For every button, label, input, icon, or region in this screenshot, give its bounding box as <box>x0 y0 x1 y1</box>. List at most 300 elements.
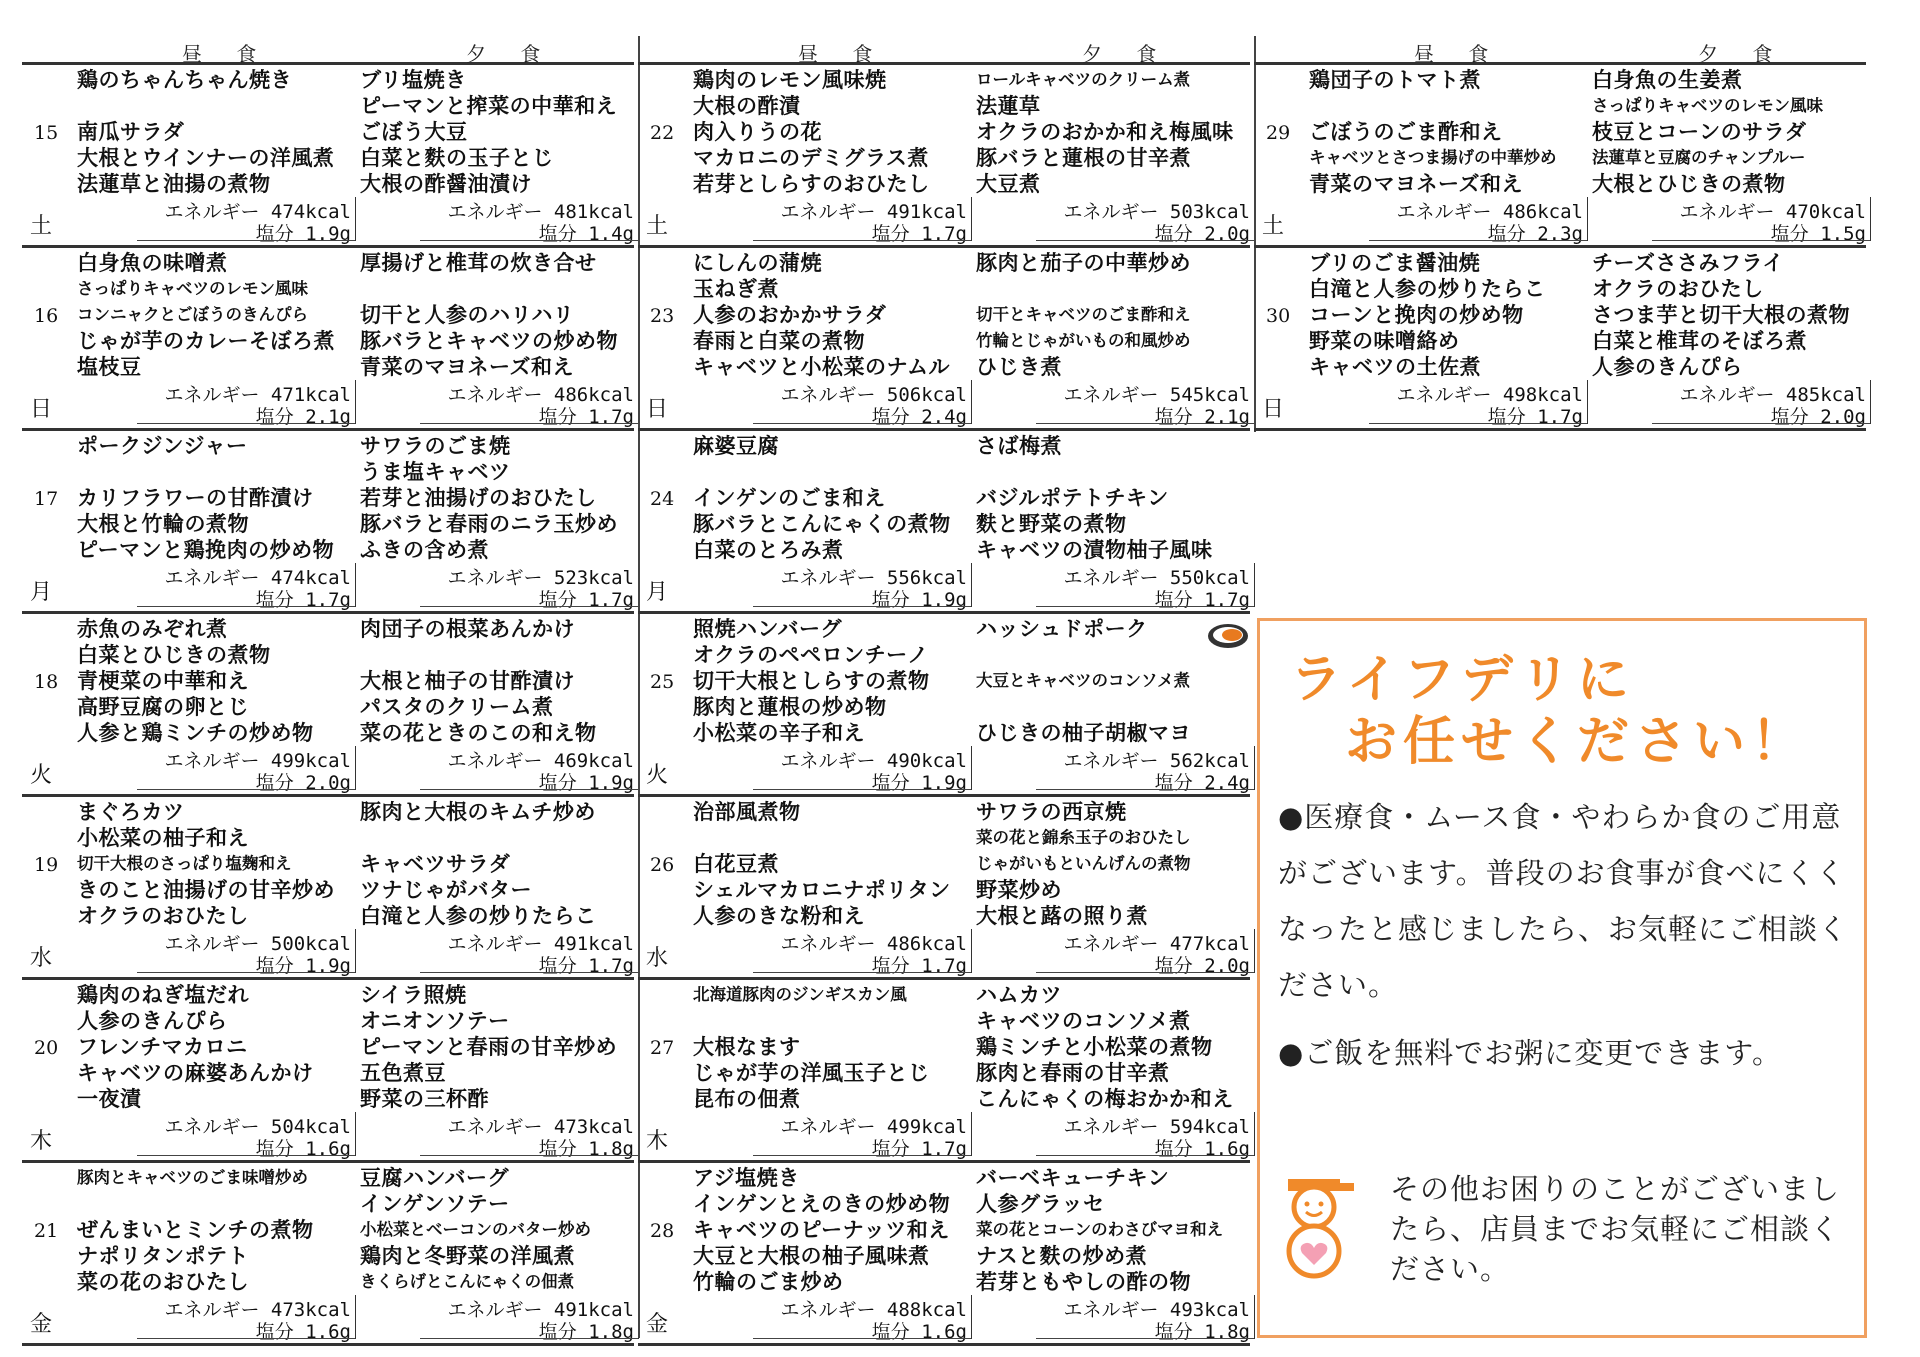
lunch-menu <box>693 250 978 380</box>
salt-value: 塩分 1.7g <box>871 1138 967 1160</box>
menu-item: サワラの西京焼 <box>976 800 1127 824</box>
day-number: 20 <box>34 1037 59 1059</box>
energy-value: エネルギー 545kcal <box>1063 384 1250 406</box>
menu-item: ごぼうのごま酢和え <box>1309 120 1503 144</box>
lunch-header: 昼 食 <box>798 42 887 66</box>
menu-item: 切干とキャベツのごま酢和え <box>976 305 1191 324</box>
salt-value: 塩分 1.9g <box>255 955 351 977</box>
menu-item: 切干大根のさっぱり塩麹和え <box>77 854 292 873</box>
energy-value: エネルギー 491kcal <box>447 1299 634 1321</box>
menu-item: 白菜のとろみ煮 <box>693 538 844 562</box>
dinner-nutrition <box>976 929 1255 977</box>
menu-item: インゲンのごま和え <box>693 486 886 510</box>
column-header <box>22 34 634 65</box>
energy-value: エネルギー 473kcal <box>164 1299 351 1321</box>
menu-item: オクラのおひたし <box>77 904 249 928</box>
day-number: 17 <box>34 488 59 510</box>
menu-item: 白菜と椎茸のそぼろ煮 <box>1592 329 1807 353</box>
column-header <box>638 34 1250 65</box>
salt-value: 塩分 1.9g <box>255 223 351 245</box>
dinner-header: 夕 食 <box>1082 42 1171 66</box>
salt-value: 塩分 1.8g <box>538 1138 634 1160</box>
weekday: 木 <box>646 1129 669 1154</box>
weekday: 金 <box>30 1312 53 1337</box>
menu-item: ひじきの柚子胡椒マヨ <box>976 721 1191 745</box>
dinner-nutrition <box>976 197 1255 245</box>
menu-item: オクラのおひたし <box>1592 277 1764 301</box>
lunch-nutrition <box>693 1112 972 1160</box>
salt-value: 塩分 2.0g <box>1770 406 1866 428</box>
menu-item: 若芽ともやしの酢の物 <box>976 1270 1191 1294</box>
weekday: 火 <box>646 763 669 788</box>
dinner-nutrition <box>976 746 1255 794</box>
lunch-header: 昼 食 <box>182 42 271 66</box>
day-cell <box>22 248 634 431</box>
menu-item: 高野豆腐の卵とじ <box>77 695 249 719</box>
dinner-menu <box>976 1165 1261 1295</box>
energy-value: エネルギー 486kcal <box>1396 201 1583 223</box>
menu-item: 小松菜の辛子和え <box>693 721 865 745</box>
menu-item: ハッシュドポーク <box>976 617 1148 641</box>
menu-item: ポークジンジャー <box>77 434 248 458</box>
menu-item: 鶏肉のねぎ塩だれ <box>77 983 249 1007</box>
lunch-nutrition <box>1309 197 1588 245</box>
lunch-menu <box>693 616 978 746</box>
menu-item: 大根と竹輪の煮物 <box>77 512 249 536</box>
menu-item: 小松菜とベーコンのバター炒め <box>360 1220 591 1239</box>
energy-value: エネルギー 481kcal <box>447 201 634 223</box>
menu-item: インゲンとえのきの炒め物 <box>693 1192 951 1216</box>
day-number: 23 <box>650 305 675 327</box>
energy-value: エネルギー 477kcal <box>1063 933 1250 955</box>
day-cell <box>638 248 1250 431</box>
dinner-nutrition <box>360 929 639 977</box>
menu-item: ひじき煮 <box>976 355 1062 379</box>
menu-item: 白菜とひじきの煮物 <box>77 643 271 667</box>
menu-item: シイラ照焼 <box>360 983 467 1007</box>
dinner-menu <box>360 67 645 197</box>
lunch-header: 昼 食 <box>1414 42 1503 66</box>
day-cell <box>638 797 1250 980</box>
day-number: 28 <box>650 1220 675 1242</box>
promo-paragraph-contact: その他お困りのことがございましたら、店員までお気軽にご相談ください。 <box>1390 1172 1841 1286</box>
weekday: 月 <box>646 580 669 605</box>
day-cell <box>638 431 1250 614</box>
dinner-menu <box>976 67 1261 197</box>
weekday: 土 <box>646 214 669 239</box>
day-number: 24 <box>650 488 675 510</box>
day-number: 25 <box>650 671 675 693</box>
menu-item: 大根と蕗の照り煮 <box>976 904 1148 928</box>
lunch-nutrition <box>77 1295 356 1343</box>
day-cell <box>22 614 634 797</box>
menu-item: 菜の花ときのこの和え物 <box>360 721 597 745</box>
weekday: 日 <box>646 397 669 422</box>
menu-item: 青菜のマヨネーズ和え <box>1309 172 1523 196</box>
dinner-nutrition <box>976 380 1255 428</box>
dinner-nutrition <box>1592 380 1871 428</box>
salt-value: 塩分 1.7g <box>538 589 634 611</box>
menu-item: 白滝と人参の炒りたらこ <box>1309 277 1546 301</box>
column-header <box>1254 34 1866 65</box>
weekday: 水 <box>30 946 53 971</box>
salt-value: 塩分 1.6g <box>255 1321 351 1343</box>
menu-item: まぐろカツ <box>77 800 185 824</box>
menu-item: 枝豆とコーンのサラダ <box>1592 120 1807 144</box>
dinner-menu <box>360 1165 645 1295</box>
day-cell <box>22 980 634 1163</box>
dinner-nutrition <box>976 1295 1255 1343</box>
menu-item: 麻婆豆腐 <box>693 434 779 458</box>
dinner-menu <box>976 250 1261 380</box>
day-number: 22 <box>650 122 675 144</box>
menu-item: キャベツの漬物柚子風味 <box>976 538 1213 562</box>
menu-item: 青梗菜の中華和え <box>77 669 249 693</box>
salt-value: 塩分 1.7g <box>538 406 634 428</box>
salt-value: 塩分 1.7g <box>538 955 634 977</box>
day-number: 18 <box>34 671 59 693</box>
menu-item <box>77 1191 362 1217</box>
day-cell <box>1254 248 1866 431</box>
menu-item: にしんの蒲焼 <box>693 251 822 275</box>
menu-item: カリフラワーの甘酢漬け <box>77 486 314 510</box>
day-cell <box>638 1163 1250 1346</box>
dinner-nutrition <box>360 1112 639 1160</box>
menu-item: ピーマンと春雨の甘辛炒め <box>360 1035 618 1059</box>
energy-value: エネルギー 486kcal <box>447 384 634 406</box>
menu-item: 法蓮草 <box>976 94 1041 118</box>
menu-item: チーズささみフライ <box>1592 251 1784 275</box>
menu-item <box>1309 93 1594 119</box>
menu-item <box>976 276 1261 302</box>
menu-item: 法蓮草と豆腐のチャンプルー <box>1592 148 1806 167</box>
menu-item: 小松菜の柚子和え <box>77 826 249 850</box>
weekday: 木 <box>30 1129 53 1154</box>
menu-item: キャベツサラダ <box>360 852 511 876</box>
menu-item <box>693 1008 978 1034</box>
lunch-menu <box>693 982 978 1112</box>
salt-value: 塩分 1.5g <box>1770 223 1866 245</box>
weekday: 月 <box>30 580 53 605</box>
menu-item: ロールキャベツのクリーム煮 <box>976 70 1191 89</box>
menu-item: 竹輪のごま炒め <box>693 1270 844 1294</box>
menu-item: 南瓜サラダ <box>77 120 185 144</box>
menu-item: ピーマンと搾菜の中華和え <box>360 94 618 118</box>
menu-column-1 <box>22 34 634 1346</box>
salt-value: 塩分 2.0g <box>1154 223 1250 245</box>
day-number: 21 <box>34 1220 59 1242</box>
menu-item <box>976 459 1261 485</box>
menu-item: きくらげとこんにゃくの佃煮 <box>360 1272 575 1291</box>
menu-item: 若芽と油揚げのおひたし <box>360 486 597 510</box>
salt-value: 塩分 1.9g <box>871 772 967 794</box>
lunch-nutrition <box>77 563 356 611</box>
salt-value: 塩分 1.9g <box>538 772 634 794</box>
menu-column-2 <box>638 34 1250 1346</box>
weekday: 火 <box>30 763 53 788</box>
dinner-menu <box>976 433 1261 563</box>
weekday: 日 <box>30 397 53 422</box>
menu-item: ナポリタンポテト <box>77 1244 249 1268</box>
promo-paragraph-porridge: ●ご飯を無料でお粥に変更できます。 <box>1278 1036 1782 1070</box>
dinner-menu <box>1592 67 1877 197</box>
weekday: 金 <box>646 1312 669 1337</box>
menu-item <box>360 642 645 668</box>
energy-value: エネルギー 491kcal <box>780 201 967 223</box>
menu-item: 五色煮豆 <box>360 1061 446 1085</box>
menu-item: 北海道豚肉のジンギスカン風 <box>693 985 907 1004</box>
dinner-menu <box>976 799 1261 929</box>
lunch-menu <box>77 616 362 746</box>
menu-item: 玉ねぎ煮 <box>693 277 779 301</box>
menu-item: 赤魚のみぞれ煮 <box>77 617 228 641</box>
energy-value: エネルギー 506kcal <box>780 384 967 406</box>
salt-value: 塩分 2.4g <box>1154 772 1250 794</box>
dinner-menu <box>1592 250 1877 380</box>
menu-item: 人参のきんぴら <box>77 1009 228 1033</box>
menu-item: 豚肉とキャベツのごま味噌炒め <box>77 1168 308 1187</box>
menu-item: 豚肉と春雨の甘辛煮 <box>976 1061 1170 1085</box>
menu-item: ふきの含め煮 <box>360 538 489 562</box>
day-number: 15 <box>34 122 59 144</box>
menu-item: ツナじゃがバター <box>360 878 532 902</box>
lunch-nutrition <box>77 746 356 794</box>
dinner-nutrition <box>976 563 1255 611</box>
menu-item <box>77 459 362 485</box>
menu-item <box>360 276 645 302</box>
lunch-menu <box>693 433 978 563</box>
day-number: 27 <box>650 1037 675 1059</box>
promo-title-line1: ライフデリに <box>1290 650 1635 710</box>
day-cell <box>638 614 1250 797</box>
menu-item: 切干大根としらすの煮物 <box>693 669 930 693</box>
menu-item: アジ塩焼き <box>693 1166 800 1190</box>
promo-paragraph-medical-meals: ●医療食・ムース食・やわらか食のご用意がございます。普段のお食事が食べにくくなったと感じましたら、お気軽にご相談ください。 <box>1278 800 1849 1002</box>
dinner-nutrition <box>360 380 639 428</box>
menu-item: キャベツのコンソメ煮 <box>976 1009 1191 1033</box>
weekday: 日 <box>1262 397 1285 422</box>
menu-item: 大豆煮 <box>976 172 1041 196</box>
curry-plate-icon <box>1206 622 1250 650</box>
day-number: 29 <box>1266 122 1291 144</box>
menu-item: 鶏ミンチと小松菜の煮物 <box>976 1035 1213 1059</box>
menu-item: 肉入りうの花 <box>693 120 822 144</box>
menu-item: 一夜漬 <box>77 1087 142 1111</box>
menu-item: ぜんまいとミンチの煮物 <box>77 1218 314 1242</box>
dinner-nutrition <box>360 1295 639 1343</box>
menu-item: マカロニのデミグラス煮 <box>693 146 929 170</box>
menu-item: 竹輪とじゃがいもの和風炒め <box>976 331 1191 350</box>
menu-item: バジルポテトチキン <box>976 486 1169 510</box>
lunch-menu <box>77 982 362 1112</box>
menu-item: 白花豆煮 <box>693 852 779 876</box>
menu-item: キャベツとさつま揚げの中華炒め <box>1309 148 1557 167</box>
menu-item: 鶏肉と冬野菜の洋風煮 <box>360 1244 575 1268</box>
menu-item: 青菜のマヨネーズ和え <box>360 355 574 379</box>
energy-value: エネルギー 499kcal <box>780 1116 967 1138</box>
menu-item: 白滝と人参の炒りたらこ <box>360 904 597 928</box>
energy-value: エネルギー 471kcal <box>164 384 351 406</box>
menu-item: ピーマンと鶏挽肉の炒め物 <box>77 538 335 562</box>
menu-item: 大豆と大根の柚子風味煮 <box>693 1244 930 1268</box>
energy-value: エネルギー 550kcal <box>1063 567 1250 589</box>
menu-item: フレンチマカロニ <box>77 1035 248 1059</box>
menu-item: 大豆とキャベツのコンソメ煮 <box>976 671 1191 690</box>
dinner-nutrition <box>360 746 639 794</box>
energy-value: エネルギー 499kcal <box>164 750 351 772</box>
menu-item: オクラのペペロンチーノ <box>693 643 929 667</box>
salt-value: 塩分 2.0g <box>255 772 351 794</box>
energy-value: エネルギー 503kcal <box>1063 201 1250 223</box>
menu-item: 大根の酢醤油漬け <box>360 172 532 196</box>
lunch-nutrition <box>1309 380 1588 428</box>
menu-item: 塩枝豆 <box>77 355 142 379</box>
weekday: 土 <box>30 214 53 239</box>
menu-item: 昆布の佃煮 <box>693 1087 801 1111</box>
menu-item: 菜の花とコーンのわさびマヨ和え <box>976 1220 1224 1239</box>
salt-value: 塩分 2.1g <box>255 406 351 428</box>
menu-item: 人参のきな粉和え <box>693 904 865 928</box>
salt-value: 塩分 2.1g <box>1154 406 1250 428</box>
menu-item: キャベツのピーナッツ和え <box>693 1218 950 1242</box>
menu-item: 豚バラと春雨のニラ玉炒め <box>360 512 618 536</box>
menu-item: 豆腐ハンバーグ <box>360 1166 510 1190</box>
menu-item: 若芽としらすのおひたし <box>693 172 930 196</box>
menu-item: シェルマカロニナポリタン <box>693 878 951 902</box>
menu-item: 人参のおかかサラダ <box>693 303 887 327</box>
salt-value: 塩分 1.7g <box>1487 406 1583 428</box>
lunch-nutrition <box>693 563 972 611</box>
energy-value: エネルギー 488kcal <box>780 1299 967 1321</box>
menu-item: 麩と野菜の煮物 <box>976 512 1127 536</box>
menu-item: 菜の花のおひたし <box>77 1270 249 1294</box>
menu-item: 厚揚げと椎茸の炊き合せ <box>360 251 597 275</box>
salt-value: 塩分 1.6g <box>255 1138 351 1160</box>
menu-item: 白菜と麩の玉子とじ <box>360 146 554 170</box>
menu-item: コーンと挽肉の炒め物 <box>1309 303 1524 327</box>
lunch-nutrition <box>77 380 356 428</box>
menu-item <box>360 825 645 851</box>
lunch-nutrition <box>693 929 972 977</box>
menu-item: じゃが芋のカレーそぼろ煮 <box>77 329 335 353</box>
energy-value: エネルギー 485kcal <box>1679 384 1866 406</box>
day-cell <box>22 65 634 248</box>
menu-item: ナスと麩の炒め煮 <box>976 1244 1148 1268</box>
dinner-header: 夕 食 <box>466 42 555 66</box>
menu-item: キャベツの土佐煮 <box>1309 355 1481 379</box>
salt-value: 塩分 1.8g <box>538 1321 634 1343</box>
promo-box <box>1257 618 1867 1338</box>
menu-item: 治部風煮物 <box>693 800 801 824</box>
day-cell <box>1254 65 1866 248</box>
day-number: 30 <box>1266 305 1291 327</box>
salt-value: 塩分 1.6g <box>871 1321 967 1343</box>
energy-value: エネルギー 490kcal <box>780 750 967 772</box>
dinner-menu <box>360 250 645 380</box>
dinner-menu <box>976 982 1261 1112</box>
lunch-nutrition <box>693 197 972 245</box>
menu-item: 大根なます <box>693 1035 801 1059</box>
salt-value: 塩分 2.0g <box>1154 955 1250 977</box>
menu-item: さっぱりキャベツのレモン風味 <box>77 279 308 298</box>
menu-item: コンニャクとごぼうのきんぴら <box>77 305 308 324</box>
salt-value: 塩分 1.7g <box>255 589 351 611</box>
salt-value: 塩分 1.9g <box>871 589 967 611</box>
lunch-menu <box>693 67 978 197</box>
lunch-menu <box>693 1165 978 1295</box>
menu-item: 大根の酢漬 <box>693 94 801 118</box>
menu-item: インゲンソテー <box>360 1192 510 1216</box>
salt-value: 塩分 1.8g <box>1154 1321 1250 1343</box>
menu-item <box>693 459 978 485</box>
energy-value: エネルギー 493kcal <box>1063 1299 1250 1321</box>
menu-item: 豚バラと蓮根の甘辛煮 <box>976 146 1191 170</box>
menu-item: 白身魚の生姜煮 <box>1592 68 1743 92</box>
day-cell <box>22 1163 634 1346</box>
menu-item: さつま芋と切干大根の煮物 <box>1592 303 1850 327</box>
menu-item: 春雨と白菜の煮物 <box>693 329 865 353</box>
weekday: 土 <box>1262 214 1285 239</box>
lunch-nutrition <box>77 197 356 245</box>
menu-item <box>693 825 978 851</box>
menu-item <box>77 93 362 119</box>
menu-item: キャベツと小松菜のナムル <box>693 355 950 379</box>
menu-item: こんにゃくの梅おかか和え <box>976 1087 1234 1111</box>
day-cell <box>638 980 1250 1163</box>
day-number: 16 <box>34 305 59 327</box>
menu-column-3 <box>1254 34 1866 431</box>
menu-item: オニオンソテー <box>360 1009 510 1033</box>
menu-item: 豚バラとキャベツの炒め物 <box>360 329 618 353</box>
day-cell <box>22 431 634 614</box>
salt-value: 塩分 1.6g <box>1154 1138 1250 1160</box>
menu-item: 野菜の三杯酢 <box>360 1087 489 1111</box>
menu-item: さっぱりキャベツのレモン風味 <box>1592 96 1823 115</box>
menu-item: ブリのごま醤油焼 <box>1309 251 1481 275</box>
energy-value: エネルギー 504kcal <box>164 1116 351 1138</box>
lunch-nutrition <box>77 1112 356 1160</box>
energy-value: エネルギー 556kcal <box>780 567 967 589</box>
menu-item: 人参グラッセ <box>976 1192 1105 1216</box>
lunch-nutrition <box>693 380 972 428</box>
energy-value: エネルギー 473kcal <box>447 1116 634 1138</box>
energy-value: エネルギー 486kcal <box>780 933 967 955</box>
energy-value: エネルギー 474kcal <box>164 567 351 589</box>
menu-item: 豚肉と蓮根の炒め物 <box>693 695 887 719</box>
menu-item: 人参と鶏ミンチの炒め物 <box>77 721 314 745</box>
salt-value: 塩分 2.3g <box>1487 223 1583 245</box>
menu-item: 大根とウインナーの洋風煮 <box>77 146 335 170</box>
menu-item: 鶏団子のトマト煮 <box>1309 68 1481 92</box>
dinner-nutrition <box>976 1112 1255 1160</box>
menu-item: サワラのごま焼 <box>360 434 511 458</box>
menu-item: バーベキューチキン <box>976 1166 1170 1190</box>
menu-item: ハムカツ <box>976 983 1062 1007</box>
menu-item: 大根とひじきの煮物 <box>1592 172 1786 196</box>
menu-item: 大根と柚子の甘酢漬け <box>360 669 575 693</box>
mascot-icon <box>1278 1169 1358 1279</box>
dinner-nutrition <box>360 197 639 245</box>
energy-value: エネルギー 594kcal <box>1063 1116 1250 1138</box>
menu-item: 鶏肉のレモン風味焼 <box>693 68 887 92</box>
lunch-menu <box>77 433 362 563</box>
menu-item: 豚バラとこんにゃくの煮物 <box>693 512 951 536</box>
day-cell <box>22 797 634 980</box>
energy-value: エネルギー 500kcal <box>164 933 351 955</box>
menu-item: 法蓮草と油揚の煮物 <box>77 172 271 196</box>
menu-item: 野菜炒め <box>976 878 1062 902</box>
menu-item: 白身魚の味噌煮 <box>77 251 228 275</box>
